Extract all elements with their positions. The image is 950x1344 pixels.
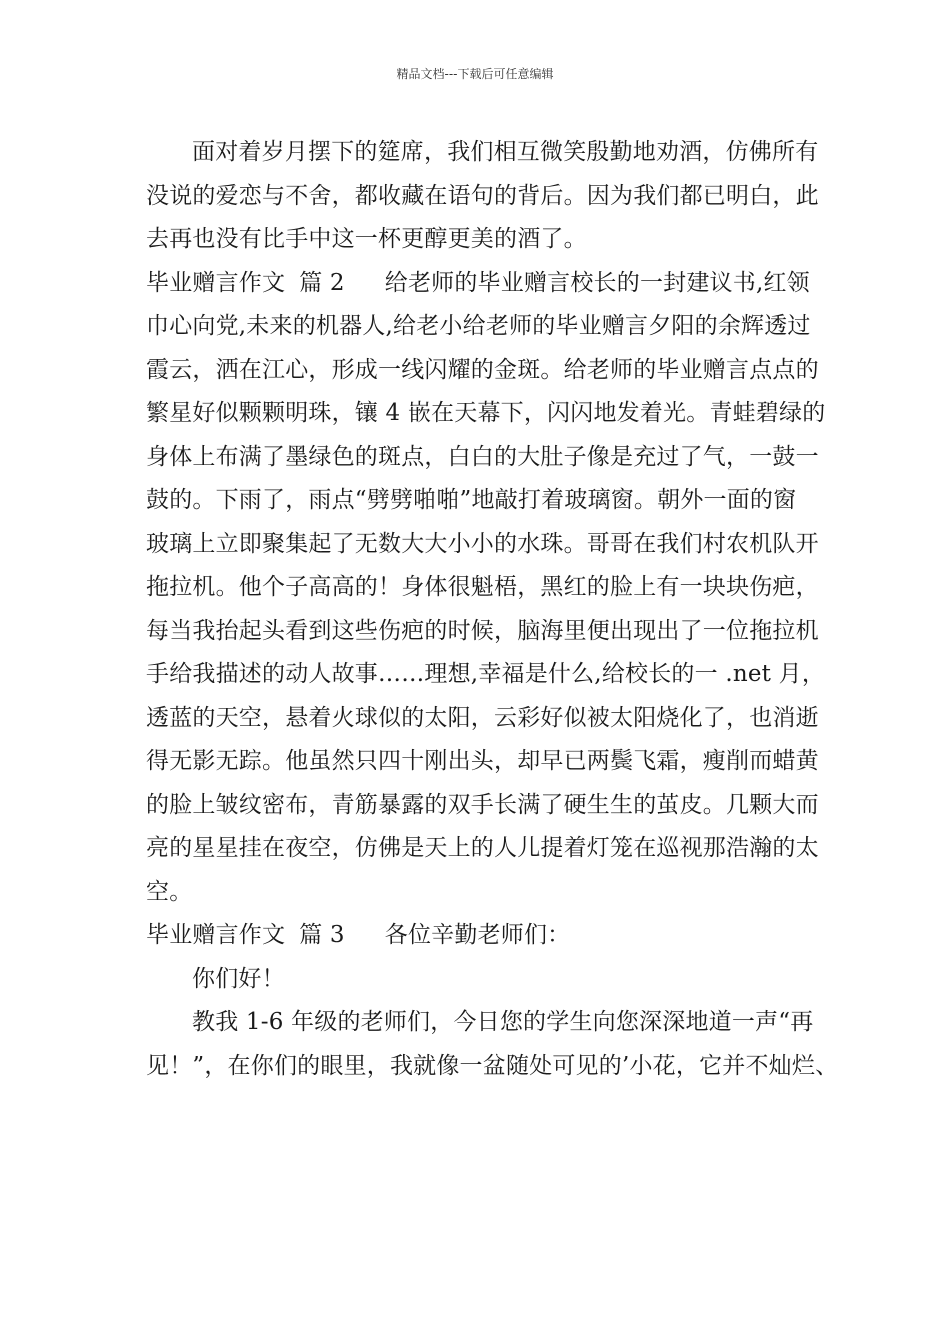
paragraph-line: 透蓝的天空，悬着火球似的太阳，云彩好似被太阳烧化了，也消逝 — [146, 704, 819, 731]
paragraph-line: 身体上布满了墨绿色的斑点，白白的大肚子像是充过了气，一鼓一 — [146, 443, 819, 470]
section-first-text: 各位辛勤老师们： — [384, 922, 571, 948]
page-header: 精品文档---下载后可任意编辑 — [396, 67, 554, 81]
paragraph-line: 的脸上皱纹密布，青筋暴露的双手长满了硬生生的茧皮。几颗大而 — [146, 791, 819, 818]
paragraph-line: 亮的星星挂在夜空，仿佛是天上的人儿提着灯笼在巡视那浩瀚的太 — [146, 835, 819, 861]
paragraph-line: 你们好！ — [192, 965, 285, 992]
paragraph-line: 没说的爱恋与不舍，都收藏在语句的背后。因为我们都已明白，此 — [146, 182, 819, 209]
section-heading-2 — [146, 262, 826, 306]
paragraph-line: 繁星好似颗颗明珠，镶 4 嵌在天幕下，闪闪地发着光。青蛙碧绿的 — [146, 400, 826, 426]
paragraph-line: 空。 — [146, 878, 193, 905]
paragraph-line: 霞云，洒在江心，形成一线闪耀的金斑。给老师的毕业赠言点点的 — [146, 356, 819, 383]
paragraph-line: 玻璃上立即聚集起了无数大大小小的水珠。哥哥在我们村农机队开 — [146, 530, 819, 557]
paragraph-line: 得无影无踪。他虽然只四十刚出头，却早已两鬓飞霜，瘦削而蜡黄 — [146, 748, 819, 774]
section-heading-3 — [146, 914, 826, 958]
paragraph-line: 教我 1-6 年级的老师们，今日您的学生向您深深地道一声“再 — [192, 1009, 814, 1035]
paragraph-line: 巾心向党,未来的机器人,给老小给老师的毕业赠言夕阳的余辉透过 — [146, 313, 811, 339]
paragraph-line: 鼓的。下雨了，雨点“劈劈啪啪”地敲打着玻璃窗。朝外一面的窗 — [146, 487, 797, 513]
section-first-text: 给老师的毕业赠言校长的一封建议书,红领 — [384, 269, 810, 296]
document-body — [146, 131, 839, 1088]
paragraph-line: 见！”，在你们的眼里，我就像一盆随处可见的’小花，它并不灿烂、 — [146, 1052, 839, 1079]
section-title: 毕业赠言作文 — [146, 269, 286, 296]
section-title: 毕业赠言作文 — [146, 922, 286, 948]
section-number: 篇 3 — [299, 922, 345, 948]
paragraph-line: 面对着岁月摆下的筵席，我们相互微笑殷勤地劝酒，仿佛所有 — [192, 139, 819, 165]
paragraph-line: 手给我描述的动人故事……理想,幸福是什么,给校长的一 .net 月， — [146, 661, 826, 687]
paragraph-line: 拖拉机。他个子高高的！身体很魁梧，黑红的脸上有一块块伤疤， — [146, 574, 819, 600]
section-number: 篇 2 — [299, 269, 345, 296]
paragraph-line: 每当我抬起头看到这些伤疤的时候，脑海里便出现出了一位拖拉机 — [146, 617, 819, 644]
paragraph-line: 去再也没有比手中这一杯更醇更美的酒了。 — [146, 226, 587, 252]
